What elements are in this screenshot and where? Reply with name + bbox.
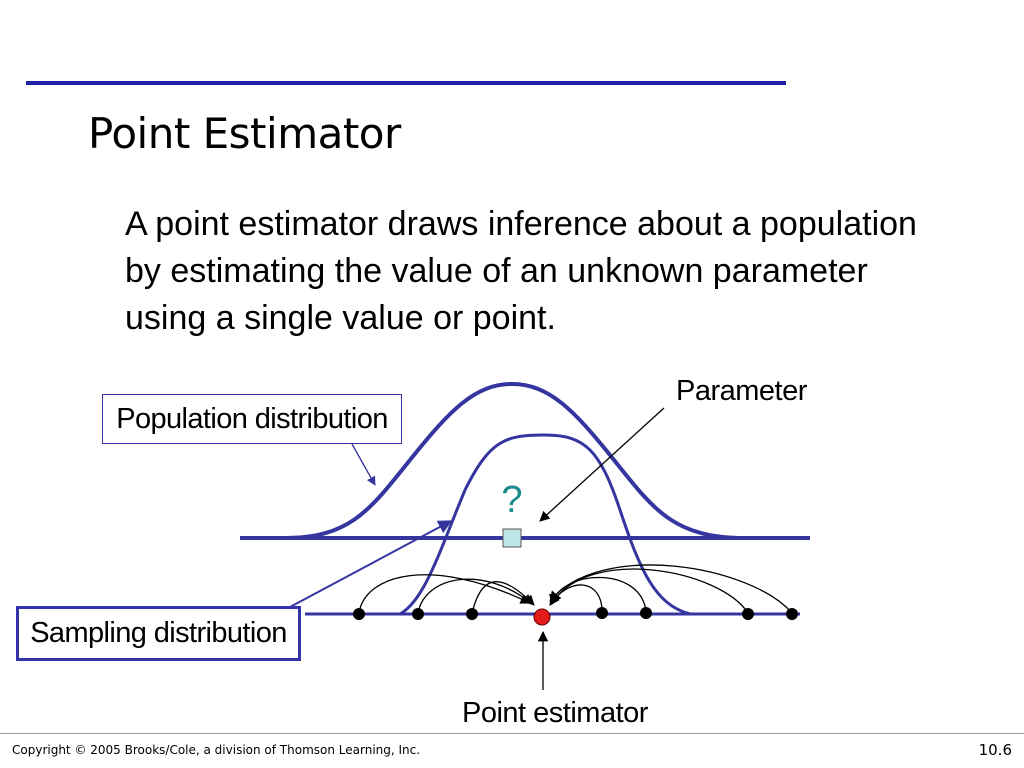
population-arrow: [352, 444, 375, 485]
sample-point: [466, 608, 478, 620]
sample-point: [742, 608, 754, 620]
unknown-parameter-symbol: ?: [501, 479, 523, 521]
slide-number: 10.6: [978, 741, 1012, 759]
population-distribution-label: Population distribution: [102, 394, 402, 444]
sample-point: [412, 608, 424, 620]
footer-rule: [0, 733, 1024, 734]
parameter-label: Parameter: [676, 375, 807, 407]
sample-arrow: [552, 577, 646, 611]
sample-point: [353, 608, 365, 620]
sample-point: [786, 608, 798, 620]
sample-point: [596, 607, 608, 619]
definition-text: A point estimator draws inference about a population by estimating the value of an unknown parameter using a single value or point.: [125, 205, 917, 337]
sample-point: [640, 607, 652, 619]
sampling-distribution-label: Sampling distribution: [16, 606, 301, 661]
point-estimator-dot: [534, 609, 550, 625]
footer-copyright: Copyright © 2005 Brooks/Cole, a division of Thomson Learning, Inc.: [12, 743, 421, 757]
parameter-marker: [503, 529, 521, 547]
parameter-arrow: [540, 408, 664, 521]
sample-arrow: [359, 575, 530, 613]
sample-arrow: [550, 585, 602, 611]
sample-arrow: [552, 569, 748, 613]
slide-title: Point Estimator: [88, 109, 401, 158]
point-estimator-label: Point estimator: [462, 697, 648, 729]
